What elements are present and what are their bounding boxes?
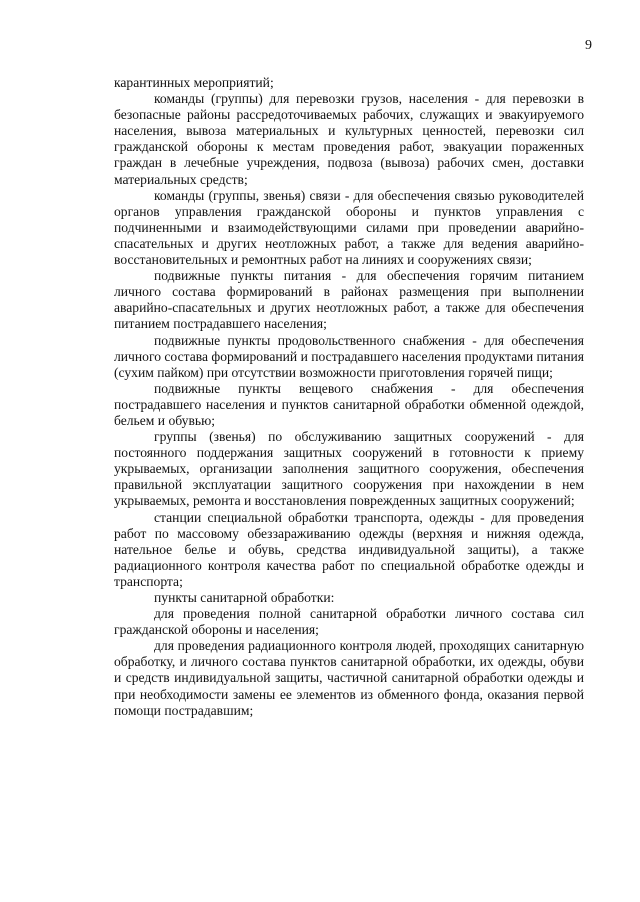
paragraph: для проведения полной санитарной обработки личного состава сил гражданской обороны и населения; (114, 606, 584, 638)
paragraph: подвижные пункты продовольственного снабжения - для обеспечения личного состава формирований и пострадавшего населения продуктами питания (сухим пайком) при отсутствии возможности приготовления горячей пищи; (114, 332, 585, 380)
paragraph: станции специальной обработки транспорта, одежды - для проведения работ по массовому обеззараживанию одежды (верхняя и нижняя одежда, нательное белье и обувь, средства индивидуальной защиты), а также радиационного контроля качества работ по специальной обработке одежды и транспорта; (114, 509, 584, 589)
paragraph: карантинных мероприятий; (114, 75, 274, 90)
paragraph: для проведения радиационного контроля людей, проходящих санитарную обработку, и личного состава пунктов санитарной обработки, их одежды, обуви и средств индивидуальной защиты, частичной санитарной обработки одежды и при необходимости замены ее элементов из обменного фонда, оказания первой помощи пострадавшим; (114, 638, 584, 718)
paragraph: группы (звенья) по обслуживанию защитных сооружений - для постоянного поддержания защитных сооружений в готовности к приему укрываемых, организации заполнения защитного сооружения, обеспечения правильной эксплуатации защитного сооружения при нахождении в нем укрываемых, ремонта и восстановления поврежденных защитных сооружений; (114, 429, 584, 509)
body-text (114, 75, 584, 719)
paragraph: подвижные пункты вещевого снабжения - для обеспечения пострадавшего населения и пунктов санитарной обработки обменной одеждой, бельем и обувью; (114, 380, 584, 428)
paragraph: подвижные пункты питания - для обеспечения горячим питанием личного состава формирований в районах размещения при выполнении аварийно-спасательных и других неотложных работ, а также для обеспечения питанием пострадавшего населения; (114, 268, 584, 332)
paragraph: команды (группы, звенья) связи - для обеспечения связью руководителей органов управления гражданской обороны и пунктов управления с подчиненными и взаимодействующими силами при проведении аварийно-спасательных и других неотложных работ, а также для ведения аварийно-восстановительных и ремонтных работ на линиях и сооружениях связи; (114, 187, 584, 268)
paragraph: пункты санитарной обработки: (154, 590, 335, 605)
page-number: 9 (585, 38, 592, 53)
paragraph: команды (группы) для перевозки грузов, населения - для перевозки в безопасные районы рассредоточиваемых рабочих, служащих и эвакуируемого населения, вывоза материальных и культурных ценностей, перевозки сил гражданской обороны к местам проведения работ, эвакуации пораженных граждан в лечебные учреждения, подвоза (вывоза) рабочих смен, доставки материальных средств; (114, 91, 584, 187)
